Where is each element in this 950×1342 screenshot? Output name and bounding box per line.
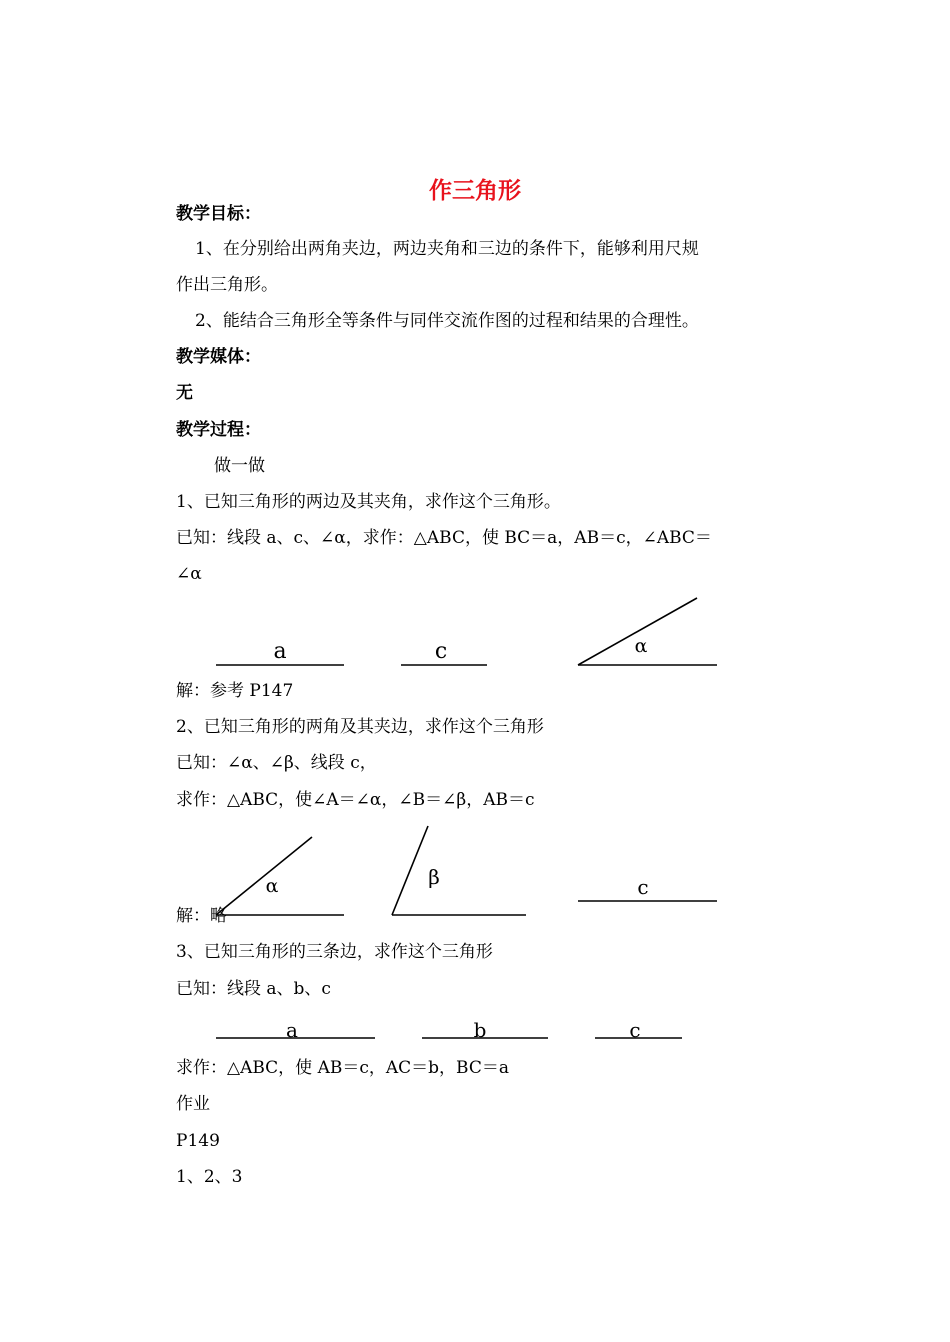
segment-a-label: a	[286, 1018, 298, 1042]
segment-b-label: b	[473, 1018, 487, 1042]
page-title: 作三角形	[429, 178, 521, 204]
media-heading: 教学媒体：	[176, 347, 261, 367]
objective-2: 2、能结合三角形全等条件与同伴交流作图的过程和结果的合理性。	[195, 311, 699, 331]
problem-1-solution: 解：参考 P147	[176, 681, 294, 701]
process-heading: 教学过程：	[176, 420, 261, 440]
angle-beta-label: β	[428, 865, 440, 889]
problem-1-given-line-2: ∠α	[176, 564, 202, 584]
angle-alpha-label: α	[265, 875, 279, 897]
homework-heading: 作业	[176, 1094, 210, 1114]
problem-1-given-line-1: 已知：线段 a、c、∠α，求作：△ABC，使 BC＝a，AB＝c，∠ABC＝	[176, 528, 712, 548]
angle-alpha-arm	[216, 837, 312, 915]
media-value: 无	[176, 383, 193, 403]
problem-3-figure	[0, 1010, 950, 1045]
segment-c-label: c	[629, 1018, 641, 1042]
problem-2-figure	[0, 820, 950, 920]
angle-beta-arm	[392, 826, 428, 915]
problem-2-construct: 求作：△ABC，使∠A＝∠α，∠B＝∠β，AB＝c	[176, 790, 535, 810]
activity-label: 做一做	[214, 456, 265, 476]
problem-3-statement: 3、已知三角形的三条边，求作这个三角形	[176, 942, 493, 962]
objective-1-line-2: 作出三角形。	[176, 275, 278, 295]
segment-c-label: c	[637, 875, 649, 899]
homework-items: 1、2、3	[176, 1167, 243, 1187]
problem-1-figure	[0, 590, 950, 680]
problem-2-solution: 解：略	[176, 906, 227, 926]
segment-a-label: a	[273, 639, 287, 664]
problem-3-given: 已知：线段 a、b、c	[176, 979, 331, 999]
problem-2-statement: 2、已知三角形的两角及其夹边，求作这个三角形	[176, 717, 544, 737]
problem-2-given: 已知：∠α、∠β、线段 c，	[176, 753, 377, 773]
objectives-heading: 教学目标：	[176, 204, 261, 224]
problem-1-statement: 1、已知三角形的两边及其夹角，求作这个三角形。	[176, 492, 561, 512]
objective-1-line-1: 1、在分别给出两角夹边，两边夹角和三边的条件下，能够利用尺规	[195, 239, 699, 259]
angle-alpha-label: α	[634, 635, 648, 657]
problem-3-construct: 求作：△ABC，使 AB＝c，AC＝b，BC＝a	[176, 1058, 509, 1078]
segment-c-label: c	[434, 639, 448, 664]
homework-page: P149	[176, 1131, 220, 1151]
